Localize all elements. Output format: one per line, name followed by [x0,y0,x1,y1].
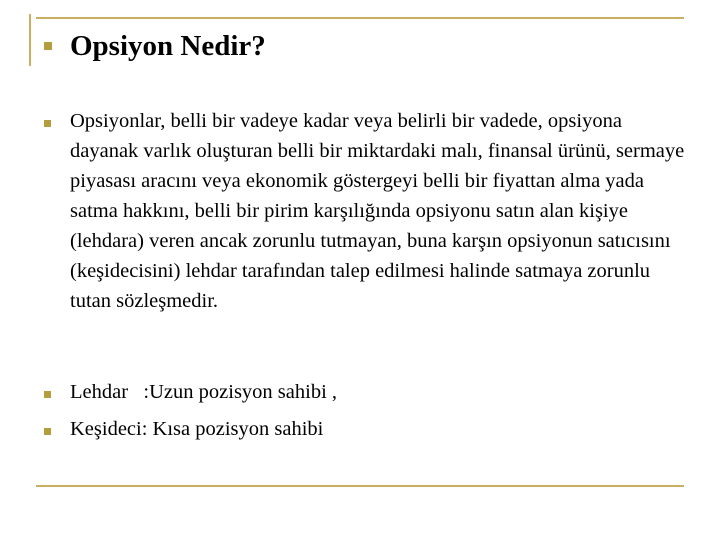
kesideci-definition: Keşideci: Kısa pozisyon sahibi [70,418,324,440]
lehdar-definition: Lehdar :Uzun pozisyon sahibi , [70,381,338,403]
kesideci-bullet-icon [44,428,51,435]
title-accent-line [29,14,31,66]
definition-paragraph: Opsiyonlar, belli bir vadeye kadar veya belirli bir vadede, opsiyona dayanak varlık oluşturan belli bir miktardaki malı, finansal ürünü, sermaye piyasası aracını veya ekonomik göstergeyi belli bir fiyattan alma yada satma hakkını, belli bir pirim karşılığında opsiyonu satın alan kişiye (lehdara) veren ancak zorunlu tutmayan, buna karşın opsiyonun satıcısını (keşidecisini) lehdar tarafından talep edilmesi halinde satmaya zorunlu tutan sözleşmedir. [70,110,685,312]
title-bullet-icon [44,42,52,50]
top-divider-line [36,17,684,19]
slide-title: Opsiyon Nedir? [70,30,266,62]
paragraph-bullet-icon [44,120,51,127]
lehdar-bullet-icon [44,391,51,398]
bottom-divider-line [36,485,684,487]
